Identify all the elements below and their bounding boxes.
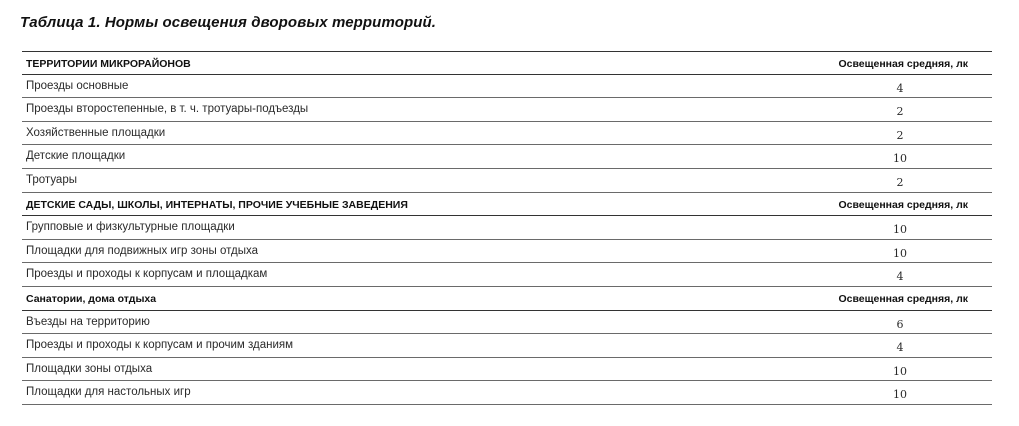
row-label: Проезды основные: [26, 79, 129, 92]
table-row: [22, 122, 992, 146]
table-row: [22, 334, 992, 358]
row-value: 2: [896, 105, 904, 119]
table-row: [22, 311, 992, 335]
section-title: Санатории, дома отдыха: [26, 292, 157, 305]
row-value: 2: [896, 175, 904, 189]
table-row: [22, 216, 992, 240]
row-value: 6: [896, 317, 904, 331]
row-value: 4: [896, 270, 904, 284]
row-value: 10: [893, 152, 907, 166]
row-value: 2: [896, 128, 904, 142]
table-caption: Таблица 1. Нормы освещения дворовых территорий.: [20, 14, 437, 31]
table-row: [22, 75, 992, 99]
table-row: [22, 169, 992, 193]
table-row: [22, 263, 992, 287]
section-header-schools: [22, 193, 992, 217]
section-header-sanatoriums: [22, 287, 992, 311]
row-label: Площадки для настольных игр: [26, 386, 191, 399]
row-label: Хозяйственные площадки: [26, 126, 166, 139]
table-row: [22, 358, 992, 382]
row-value: 4: [896, 341, 904, 355]
row-value: 10: [893, 388, 907, 402]
row-label: Проезды второстепенные, в т. ч. тротуары-подъезды: [26, 103, 309, 116]
section-title: ТЕРРИТОРИИ МИКРОРАЙОНОВ: [26, 58, 191, 70]
row-label: Проезды и проходы к корпусам и площадкам: [26, 268, 268, 281]
table-row: [22, 381, 992, 405]
row-value: 10: [893, 246, 907, 260]
table-row: [22, 98, 992, 122]
row-label: Тротуары: [26, 173, 77, 186]
row-value: 10: [893, 223, 907, 237]
row-label: Детские площадки: [26, 150, 126, 163]
row-value: 10: [893, 364, 907, 378]
table-row: [22, 240, 992, 264]
section-header-microdistricts: [22, 51, 992, 75]
column-header-illuminance: Освещенная средняя, лк: [838, 198, 968, 211]
row-label: Площадки зоны отдыха: [26, 362, 153, 375]
column-header-illuminance: Освещенная средняя, лк: [838, 292, 968, 305]
row-value: 4: [896, 81, 904, 95]
row-label: Групповые и физкультурные площадки: [26, 221, 235, 234]
row-label: Площадки для подвижных игр зоны отдыха: [26, 244, 259, 257]
row-label: Проезды и проходы к корпусам и прочим зданиям: [26, 339, 294, 352]
table-row: [22, 145, 992, 169]
lighting-norms-table: [22, 51, 992, 405]
row-label: Въезды на территорию: [26, 315, 150, 328]
section-title: ДЕТСКИЕ САДЫ, ШКОЛЫ, ИНТЕРНАТЫ, ПРОЧИЕ УЧЕБНЫЕ ЗАВЕДЕНИЯ: [26, 198, 408, 211]
column-header-illuminance: Освещенная средняя, лк: [838, 58, 968, 70]
